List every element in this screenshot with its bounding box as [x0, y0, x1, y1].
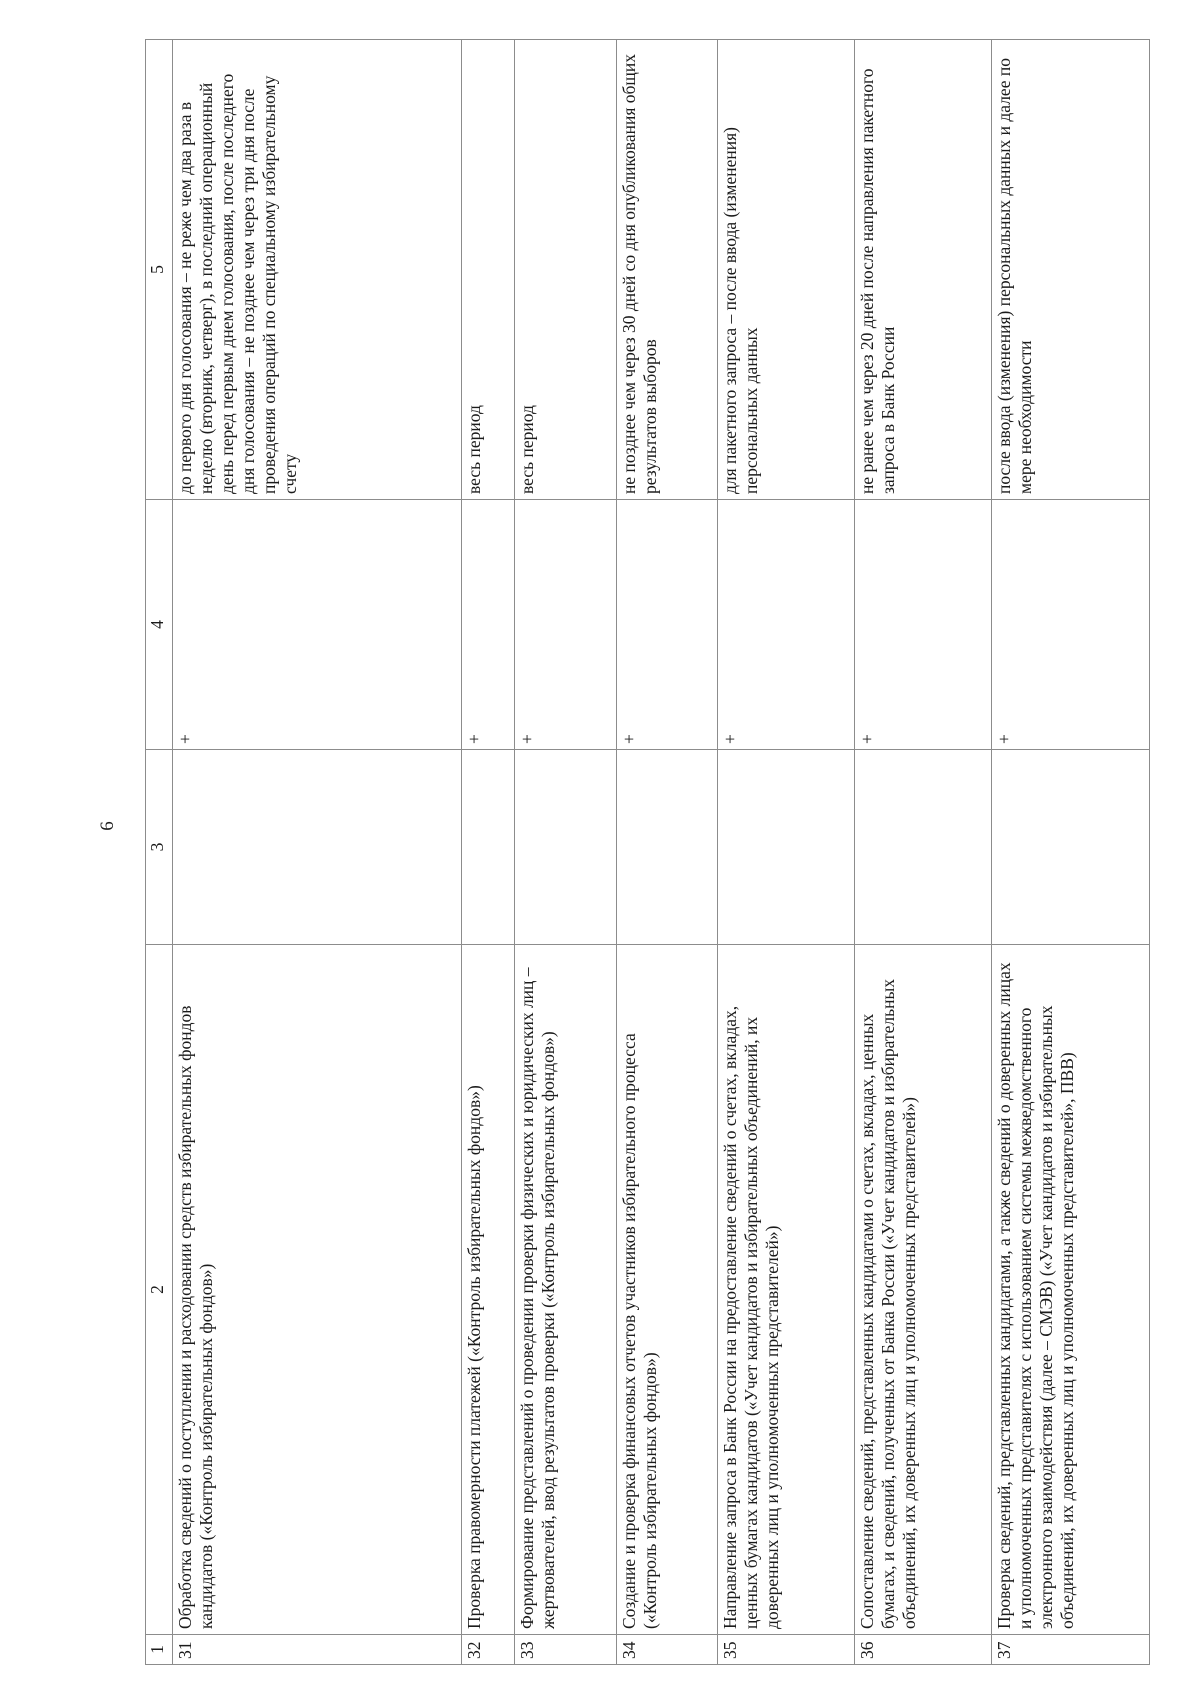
row-activity: Направление запроса в Банк России на предоставление сведений о счетах, вкладах, ценных бумагах кандидатов («Учет кандидатов и избирательных объединений, их доверенных лиц и уполномоченных представителей»): [718, 945, 855, 1635]
row-activity: Создание и проверка финансовых отчетов участников избирательного процесса («Контроль избирательных фондов»): [616, 945, 717, 1635]
row-term: весь период: [461, 40, 515, 500]
row-term: для пакетного запроса – после ввода (изменения) персональных данных: [718, 40, 855, 500]
row-number: 37: [992, 1635, 1150, 1665]
row-col3: [461, 750, 515, 945]
table-row: [992, 40, 1150, 1665]
row-activity: Формирование представлений о проведении проверки физических и юридических лиц – жертвователей, ввод результатов проверки («Контроль избирательных фондов»): [515, 945, 616, 1635]
row-term: весь период: [515, 40, 616, 500]
row-plus-mark: +: [855, 500, 992, 750]
page-number: 6: [97, 821, 118, 831]
row-plus-mark: +: [992, 500, 1150, 750]
row-term: после ввода (изменения) персональных данных и далее по мере необходимости: [992, 40, 1150, 500]
row-plus-mark: +: [515, 500, 616, 750]
row-plus-mark: +: [718, 500, 855, 750]
row-col3: [718, 750, 855, 945]
schedule-table: [145, 39, 1150, 1665]
row-number: 32: [461, 1635, 515, 1665]
row-plus-mark: +: [461, 500, 515, 750]
row-activity: Сопоставление сведений, представленных кандидатами о счетах, вкладах, ценных бумагах, и сведений, полученных от Банка России («Учет кандидатов и избирательных объединений, их доверенных лиц и уполномоченных представителей»): [855, 945, 992, 1635]
table-row: [173, 40, 462, 1665]
row-activity: Проверка правомерности платежей («Контроль избирательных фондов»): [461, 945, 515, 1635]
row-term: не ранее чем через 20 дней после направления пакетного запроса в Банк России: [855, 40, 992, 500]
row-activity: Проверка сведений, представленных кандидатами, а также сведений о доверенных лицах и уполномоченных представителях с использованием системы межведомственного электронного взаимодействия (далее – СМЭВ) («Учет кандидатов и избирательных объединений, их доверенных лиц и уполномоченных представителей», ПВВ): [992, 945, 1150, 1635]
row-activity: Обработка сведений о поступлении и расходовании средств избирательных фондов кандидатов («Контроль избирательных фондов»): [173, 945, 462, 1635]
table-row: [855, 40, 992, 1665]
row-term: не позднее чем через 30 дней со дня опубликования общих результатов выборов: [616, 40, 717, 500]
row-col3: [515, 750, 616, 945]
header-col-2: 2: [146, 945, 173, 1635]
rotated-table-sheet: [145, 40, 1150, 1665]
row-number: 31: [173, 1635, 462, 1665]
table-row: [718, 40, 855, 1665]
table-row: [461, 40, 515, 1665]
header-col-5: 5: [146, 40, 173, 500]
header-row: [146, 40, 173, 1665]
row-col3: [616, 750, 717, 945]
row-col3: [992, 750, 1150, 945]
row-number: 36: [855, 1635, 992, 1665]
row-plus-mark: +: [616, 500, 717, 750]
row-number: 34: [616, 1635, 717, 1665]
header-col-3: 3: [146, 750, 173, 945]
header-col-1: 1: [146, 1635, 173, 1665]
row-col3: [855, 750, 992, 945]
row-term: до первого дня голосования – не реже чем два раза в неделю (вторник, четверг), в последний операционный день перед первым днем голосования, после последнего дня голосования – не позднее чем через три дня после проведения операций по специальному избирательному счету: [173, 40, 462, 500]
row-number: 35: [718, 1635, 855, 1665]
row-plus-mark: +: [173, 500, 462, 750]
table-row: [515, 40, 616, 1665]
header-col-4: 4: [146, 500, 173, 750]
row-number: 33: [515, 1635, 616, 1665]
table-row: [616, 40, 717, 1665]
row-col3: [173, 750, 462, 945]
